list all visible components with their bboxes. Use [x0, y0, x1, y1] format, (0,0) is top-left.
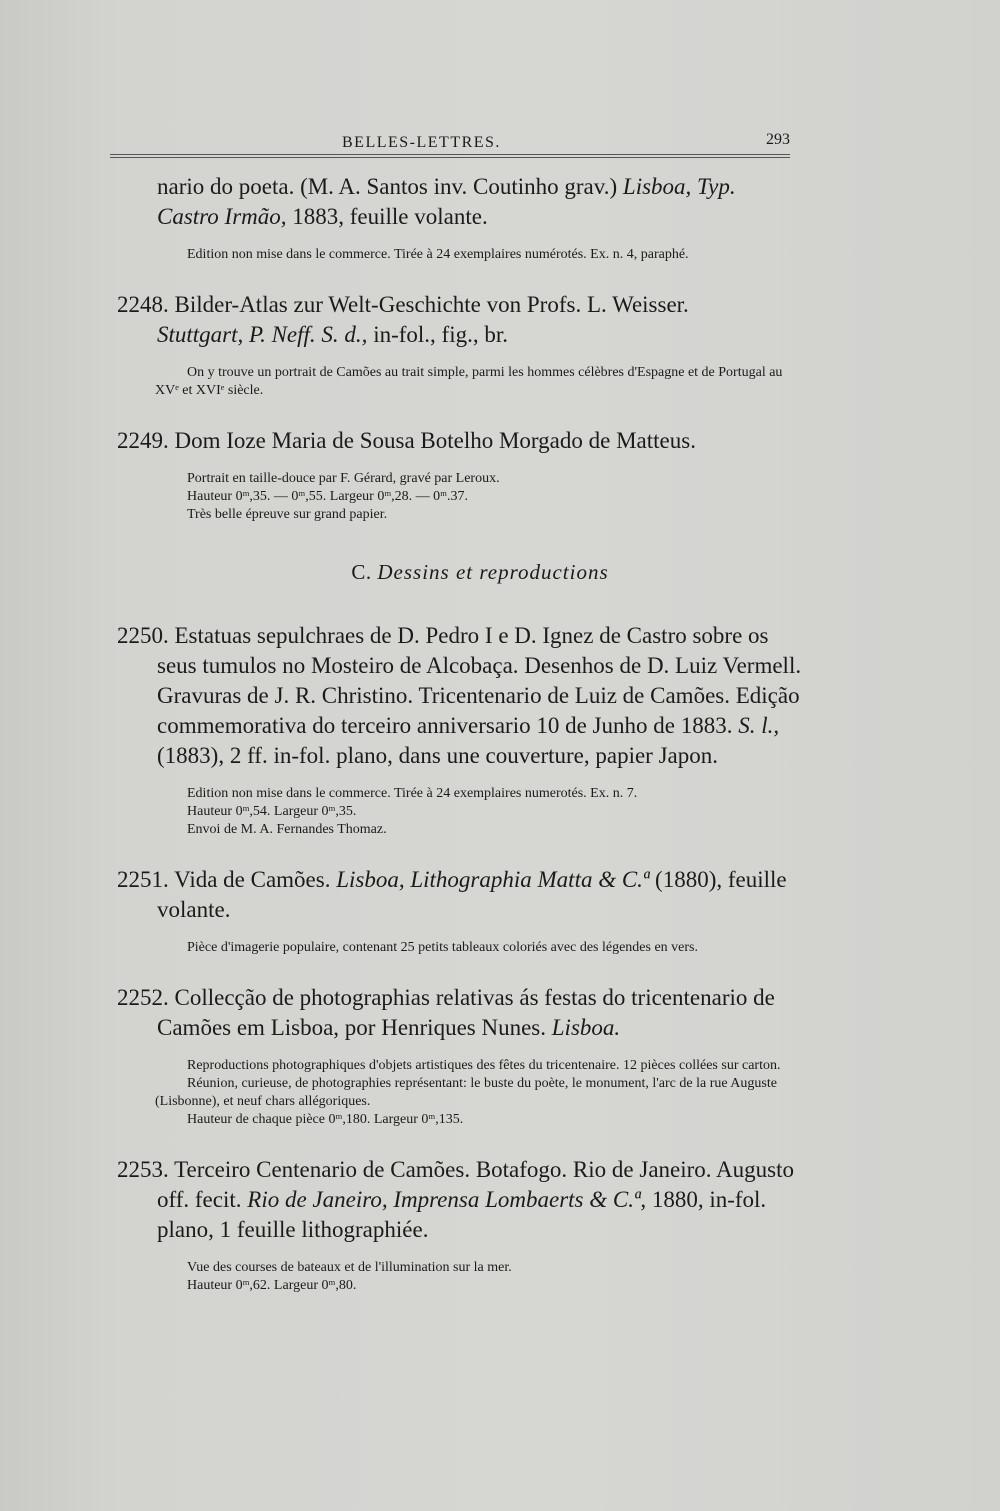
- entry-2252: 2252. Collecção de photographias relativas ás festas do tricentenario de Camões em Lisboa, por Henriques Nunes. Lisboa.: [117, 985, 775, 1040]
- page-number: 293: [766, 131, 790, 148]
- entry-2249-note: Très belle épreuve sur grand papier.: [187, 507, 388, 522]
- entry-2250-note: Envoi de M. A. Fernandes Thomaz.: [187, 822, 387, 837]
- entry-number: 2249.: [117, 428, 169, 453]
- entry-2247-note: Edition non mise dans le commerce. Tirée à 24 exemplaires numérotés. Ex. n. 4, paraphé.: [187, 247, 689, 262]
- entry-number: 2248.: [117, 292, 169, 317]
- entry-2253-note: Hauteur 0ᵐ,62. Largeur 0ᵐ,80.: [187, 1278, 357, 1293]
- entry-2248: 2248. Bilder-Atlas zur Welt-Geschichte von Profs. L. Weisser. Stuttgart, P. Neff. S. d., in-fol., fig., br.: [117, 292, 689, 347]
- entry-2249-note: Portrait en taille-douce par F. Gérard, gravé par Leroux.: [187, 471, 500, 486]
- entry-2253-note: Vue des courses de bateaux et de l'illumination sur la mer.: [187, 1260, 512, 1275]
- entry-2250: 2250. Estatuas sepulchraes de D. Pedro I e D. Ignez de Castro sobre os seus tumulos no Mosteiro de Alcobaça. Desenhos de D. Luiz Vermell. Gravuras de J. R. Christino. Tricentenario de Luiz de Camões. Edição commemorativa do terceiro anniversario 10 de Junho de 1883. S. l., (1883), 2 ff. in-fol. plano, dans une couverture, papier Japon.: [117, 623, 802, 768]
- entry-2249: 2249. Dom Ioze Maria de Sousa Botelho Morgado de Matteus.: [117, 428, 696, 453]
- entry-2252-note: Hauteur de chaque pièce 0ᵐ,180. Largeur 0ᵐ,135.: [187, 1112, 464, 1127]
- entry-2247-continuation: nario do poeta. (M. A. Santos inv. Coutinho grav.) Lisboa, Typ. Castro Irmão, 1883, feuille volante.: [157, 174, 736, 229]
- entry-2253: 2253. Terceiro Centenario de Camões. Botafogo. Rio de Janeiro. Augusto off. fecit. Rio de Janeiro, Imprensa Lombaerts & C.ª, 1880, in-fol. plano, 1 feuille lithographiée.: [117, 1157, 794, 1242]
- entry-2251-note: Pièce d'imagerie populaire, contenant 25 petits tableaux coloriés avec des légendes en vers.: [187, 940, 698, 955]
- entry-number: 2253.: [117, 1157, 169, 1182]
- entry-2252-note: Reproductions photographiques d'objets artistiques des fêtes du tricentenaire. 12 pièces collées sur carton.: [187, 1058, 781, 1073]
- entry-2250-note: Hauteur 0ᵐ,54. Largeur 0ᵐ,35.: [187, 804, 357, 819]
- entry-2248-note: On y trouve un portrait de Camões au trait simple, parmi les hommes célèbres d'Espagne et de Portugal au XVᵉ et XVIᵉ siècle.: [155, 365, 783, 398]
- header-rule: [110, 157, 790, 158]
- running-title: BELLES-LETTRES.: [342, 134, 501, 151]
- section-title: C. Dessins et reproductions: [351, 560, 609, 584]
- entry-2249-note: Hauteur 0ᵐ,35. — 0ᵐ,55. Largeur 0ᵐ,28. — 0ᵐ.37.: [187, 489, 469, 504]
- entry-2250-note: Edition non mise dans le commerce. Tirée à 24 exemplaires numerotés. Ex. n. 7.: [187, 786, 638, 801]
- entry-number: 2251.: [117, 867, 169, 892]
- entry-number: 2250.: [117, 623, 169, 648]
- header-rule: [110, 154, 790, 155]
- page-content: [117, 172, 805, 1295]
- page-header: [110, 128, 790, 158]
- entry-2252-note: Réunion, curieuse, de photographies représentant: le buste du poète, le monument, l'arc de la rue Auguste (Lisbonne), et neuf chars allégoriques.: [155, 1076, 777, 1109]
- entry-number: 2252.: [117, 985, 169, 1010]
- entry-2251: 2251. Vida de Camões. Lisboa, Lithographia Matta & C.ª (1880), feuille volante.: [117, 867, 787, 922]
